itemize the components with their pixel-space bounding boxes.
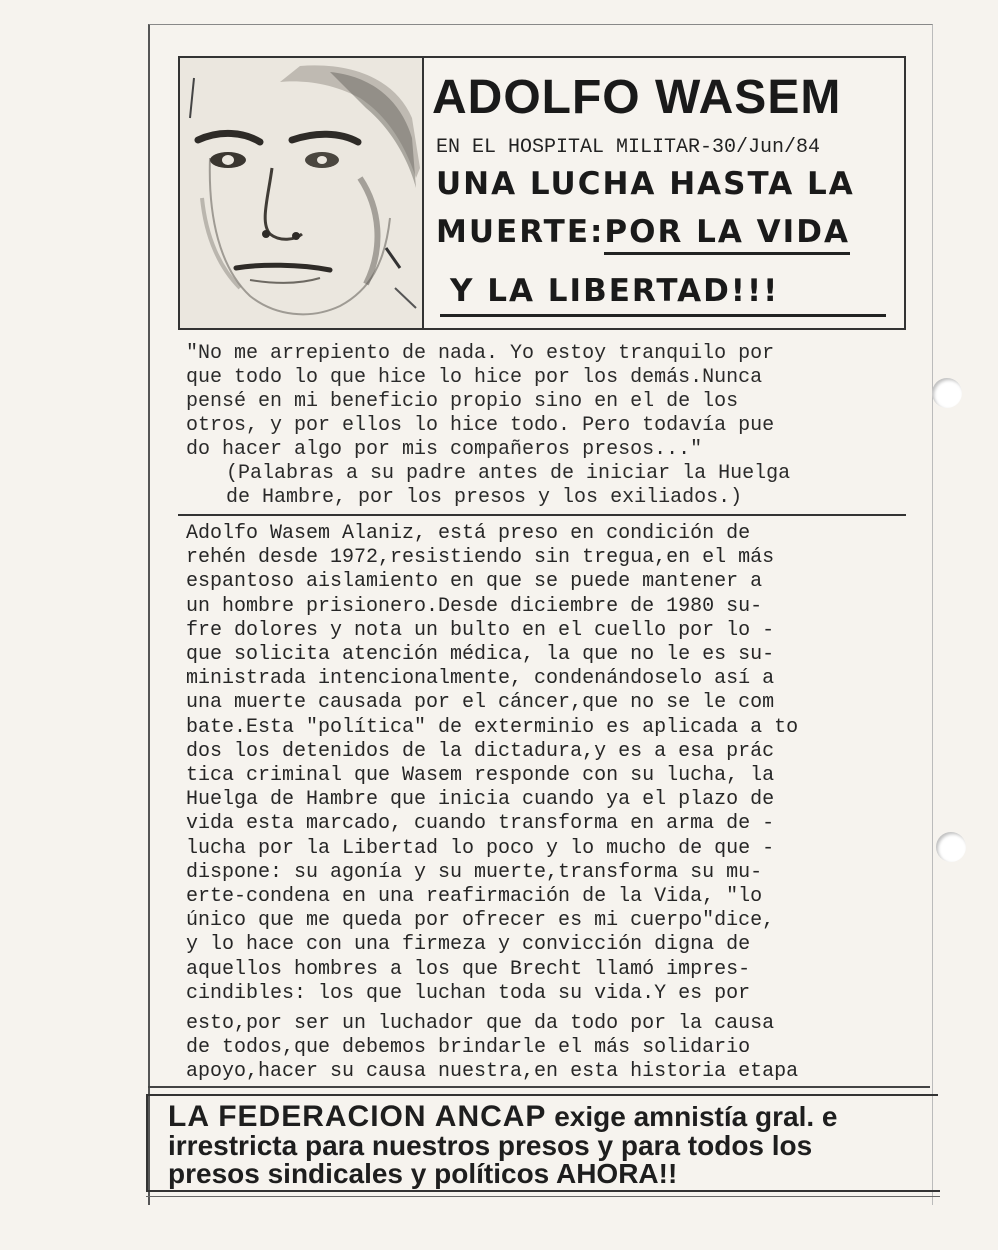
portrait-photo xyxy=(180,58,424,328)
quote-line: pensé en mi beneficio propio sino en el de los xyxy=(186,390,739,413)
banner-federation-name: LA FEDERACION ANCAP xyxy=(168,1100,547,1133)
body-line: lucha por la Libertad lo poco y lo mucho de que - xyxy=(186,836,775,860)
body-line: un hombre prisionero.Desde diciembre de 1980 su- xyxy=(186,594,763,618)
body-line: dos los detenidos de la dictadura,y es a esa prác xyxy=(186,739,775,763)
body-line: bate.Esta "política" de exterminio es aplicada a to xyxy=(186,715,799,739)
banner-underline-thin xyxy=(146,1196,940,1197)
body-line: dispone: su agonía y su muerte,transforma su mu- xyxy=(186,860,763,884)
quote-attribution: (Palabras a su padre antes de iniciar la Huelga xyxy=(226,462,791,485)
portrait-illustration xyxy=(180,58,422,328)
headline-title: ADOLFO WASEM xyxy=(432,71,842,124)
slogan-line-2 xyxy=(436,214,850,250)
banner-line-3: presos sindicales y políticos AHORA!! xyxy=(168,1158,678,1189)
banner-underline xyxy=(146,1190,940,1192)
body-line: de todos,que debemos brindarle el más solidario xyxy=(186,1036,751,1060)
body-line: cindibles: los que luchan toda su vida.Y es por xyxy=(186,981,751,1005)
body-line: que solicita atención médica, la que no le es su- xyxy=(186,643,775,667)
body-line: rehén desde 1972,resistiendo sin tregua,en el más xyxy=(186,546,775,570)
quote-attribution: de Hambre, por los presos y los exiliados.) xyxy=(226,486,743,509)
banner-line-1-rest: exige amnistía gral. e xyxy=(546,1101,838,1132)
body-line: y lo hace con una firmeza y convicción digna de xyxy=(186,933,751,957)
body-line: espantoso aislamiento en que se puede mantener a xyxy=(186,570,763,594)
body-line: ministrada intencionalmente, condenándoselo así a xyxy=(186,667,775,691)
body-line: una muerte causada por el cáncer,que no se le com xyxy=(186,691,775,715)
punch-hole xyxy=(936,832,966,862)
quote-line: otros, y por ellos lo hice todo. Pero todavía pue xyxy=(186,414,775,437)
body-text xyxy=(186,522,908,1085)
body-line: tica criminal que Wasem responde con su lucha, la xyxy=(186,764,775,788)
federation-banner xyxy=(146,1094,938,1190)
body-line: erte-condena en una reafirmación de la Vida, "lo xyxy=(186,885,763,909)
slogan-line-3: Y LA LIBERTAD!!! xyxy=(450,273,780,309)
slogan-line-2a: MUERTE: xyxy=(436,214,605,250)
body-line: vida esta marcado, cuando transforma en arma de - xyxy=(186,812,775,836)
header-box xyxy=(178,56,906,330)
banner-line-2: irrestricta para nuestros presos y para todos los xyxy=(168,1130,813,1161)
section-divider xyxy=(178,514,906,516)
headline-underline xyxy=(440,314,886,317)
quote-line: "No me arrepiento de nada. Yo estoy tranquilo por xyxy=(186,342,775,365)
quote-block xyxy=(186,342,908,510)
body-line: único que me queda por ofrecer es mi cuerpo"dice, xyxy=(186,909,775,933)
quote-line: que todo lo que hice lo hice por los demás.Nunca xyxy=(186,366,763,389)
punch-hole xyxy=(932,378,962,408)
slogan-line-2b: POR LA VIDA xyxy=(604,214,850,255)
body-line: Adolfo Wasem Alaniz, está preso en condición de xyxy=(186,522,751,545)
slogan-line-1: UNA LUCHA HASTA LA xyxy=(436,166,855,202)
banner-line-1 xyxy=(168,1100,837,1134)
body-line: esto,por ser un luchador que da todo por la causa xyxy=(186,1012,775,1036)
headline-block xyxy=(432,58,902,328)
body-line: aquellos hombres a los que Brecht llamó impres- xyxy=(186,957,751,981)
body-line: Huelga de Hambre que inicia cuando ya el plazo de xyxy=(186,788,775,812)
body-line: fre dolores y nota un bulto en el cuello por lo - xyxy=(186,618,775,642)
body-line: apoyo,hacer su causa nuestra,en esta historia etapa xyxy=(186,1060,799,1084)
quote-line: do hacer algo por mis compañeros presos..." xyxy=(186,438,703,461)
bottom-rule xyxy=(148,1086,930,1088)
headline-subtitle: EN EL HOSPITAL MILITAR-30/Jun/84 xyxy=(436,136,821,159)
